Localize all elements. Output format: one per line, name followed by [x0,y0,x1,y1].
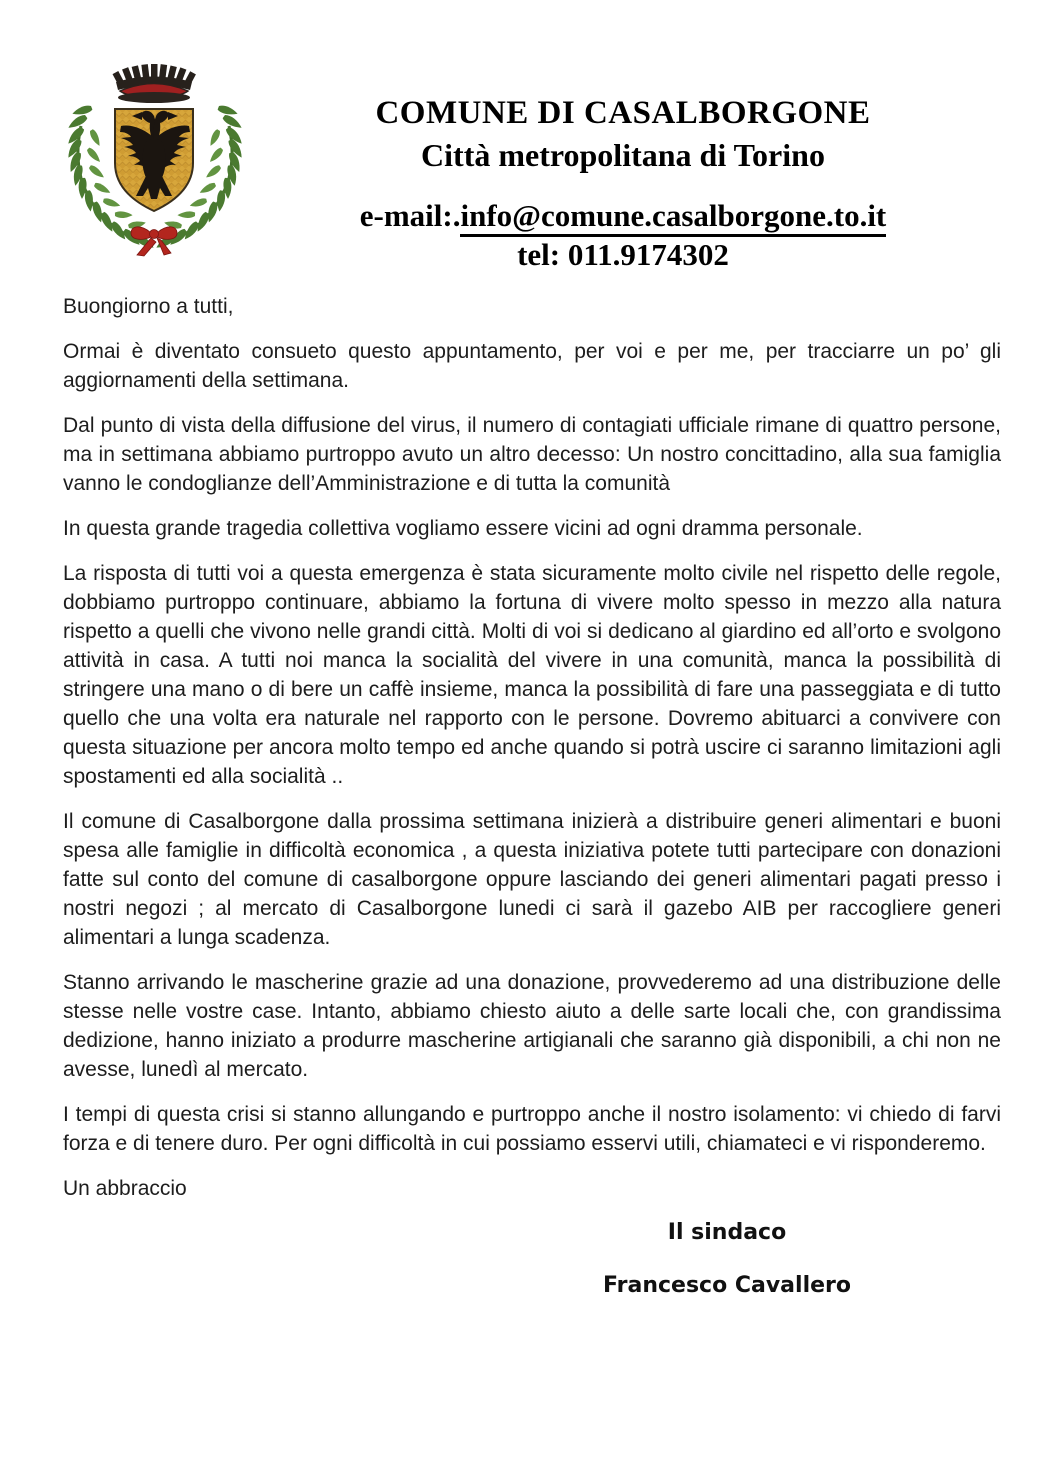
signature-block [567,1219,887,1300]
paragraph-masks: Stanno arrivando le mascherine grazie ad una donazione, provvederemo ad una distribuzione delle stesse nelle vostre case. Intanto, abbiamo chiesto aiuto a delle sarte locali che, con grandissima dedizione, hanno iniziato a produrre mascherine artigianali che saranno già disponibili, a chi non ne avesse, lunedì al mercato. [63,971,1001,1081]
email-line [245,198,1001,234]
letterhead [245,94,1001,273]
paragraph-food-distribution: Il comune di Casalborgone dalla prossima settimana inizierà a distribuire generi alimentari e buoni spesa alle famiglie in difficoltà economica , a questa iniziativa potete tutti partecipare con donazioni fatte sul conto del comune di casalborgone oppure lasciando dei generi alimentari pagati presso i nostri negozi ; al mercato di Casalborgone lunedi ci sarà il gazebo AIB per raccogliere generi alimentari a lunga scadenza. [63,810,1001,949]
paragraph-encouragement: I tempi di questa crisi si stanno allungando e purtroppo anche il nostro isolamento: vi chiedo di farvi forza e di tenere duro. Per ogni difficoltà in cui possiamo esservi utili, chiamateci e vi risponderemo. [63,1103,1001,1155]
paragraph-updates: Ormai è diventato consueto questo appuntamento, per voi e per me, per tracciarre un po’ gli aggiornamenti della settimana. [63,340,1001,392]
email-address-link[interactable]: info@comune.casalborgone.to.it [460,198,886,237]
email-label: e-mail:. [359,198,461,233]
paragraph-tragedy: In questa grande tragedia collettiva vogliamo essere vicini ad ogni dramma personale. [63,517,863,540]
coat-of-arms-icon [63,64,247,258]
phone-number: tel: 011.9174302 [517,237,729,272]
greeting: Buongiorno a tutti, [63,295,234,318]
signature-name: Francesco Cavallero [603,1273,851,1298]
municipality-subtitle: Città metropolitana di Torino [421,137,825,173]
paragraph-community-response: La risposta di tutti voi a questa emergenza è stata sicuramente molto civile nel rispetto delle regole, dobbiamo purtroppo continuare, abbiamo la fortuna di vivere molto spesso in mezzo alla natura rispetto a quelli che vivono nelle grandi città. Molti di voi si dedicano al giardino ed all’orto e svolgono attività in casa. A tutti noi manca la socialità del vivere in una comunità, manca la possibilità di stringere una mano o di bere un caffè insieme, manca la possibilità di fare una passeggiata e di tutto quello che una volta era naturale nel rapporto con le persone. Dovremo abituarci a convivere con questa situazione per ancora molto tempo ed anche quando si potrà uscire ci saranno limitazioni agli spostamenti ed alla socialità .. [63,562,1001,788]
municipal-logo [63,64,247,258]
closing: Un abbraccio [63,1177,187,1200]
letter-body [63,292,1001,1300]
paragraph-virus-status: Dal punto di vista della diffusione del virus, il numero di contagiati ufficiale rimane di quattro persone, ma in settimana abbiamo purtroppo avuto un altro decesso: Un nostro concittadino, alla sua famiglia vanno le condoglianze dell’Amministrazione e di tutta la comunità [63,414,1001,495]
signature-role: Il sindaco [667,1220,787,1245]
municipality-title: COMUNE DI CASALBORGONE [375,95,871,131]
mural-crown-icon [113,64,196,103]
